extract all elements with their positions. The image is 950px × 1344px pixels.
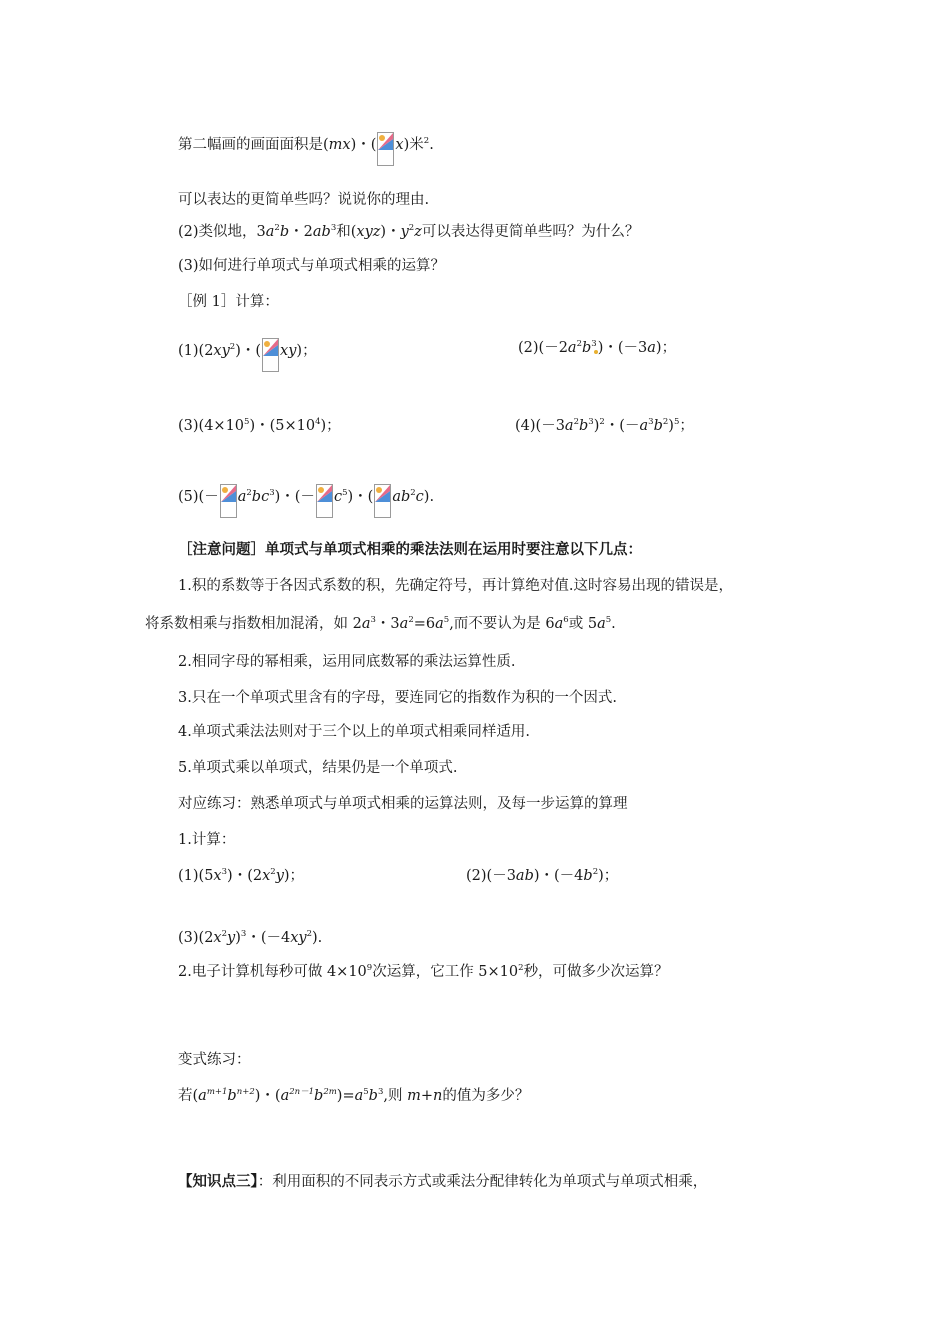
variant-heading: 变式练习： [178, 1052, 251, 1068]
example-heading: ［例 1］计算： [178, 294, 279, 310]
practice-2: 2.电子计算机每秒可做 $4\times 10^9$次运算，它工作 $5\times 10^2$秒，可做多少次运算？ [178, 963, 669, 980]
practice-1-1: $(1)(5x^3)$・$(2x^2y)$； [178, 867, 305, 884]
practice-1-2: (2)(－3ab)・$(-4b^2)$； [466, 867, 619, 884]
broken-formula-image-icon [220, 484, 237, 518]
example-4: $(4)(-3a^2b^3)^2$・$(-a^3b^2)^5$； [515, 417, 694, 434]
practice-1-3: $(3)(2x^2y)^3$・$(-4xy^2)$. [178, 929, 323, 946]
broken-formula-image-icon [262, 338, 279, 372]
broken-formula-image-icon [316, 484, 333, 518]
example-1: $(1)(2xy^2)$・( xy)； [178, 338, 317, 372]
example-5: (5)(－ $a^2bc^3$)・(－ $c^5$)・( $ab^2c$). [178, 484, 434, 518]
practice-heading: 对应练习：熟悉单项式与单项式相乘的运算法则，及每一步运算的算理 [178, 796, 628, 812]
knowledge-point-3: 【知识点三】：利用面积的不同表示方式或乘法分配律转化为单项式与单项式相乘， [178, 1173, 708, 1190]
text-line-area-expression: 第二幅画的画面面积是(mx)・( x)米$^2$. [178, 132, 434, 166]
text-line-how: (3)如何进行单项式与单项式相乘的运算？ [178, 258, 446, 274]
note-title: ［注意问题］单项式与单项式相乘的乘法法则在运用时要注意以下几点： [178, 541, 642, 558]
example-2: $(2)(-2a^2b^3)$・(－3a)； [518, 339, 677, 356]
note-1-continued: 将系数相乘与指数相加混淆，如 $2a^3$・$3a^2=6a^5$,而不要认为是 $6a^6$或 $5a^5$. [145, 615, 616, 632]
text-line-similar: (2)类似地，$3a^2b$・$2ab^3$和(xyz)・$y^2z$可以表达得更简单些吗？为什么？ [178, 223, 640, 240]
note-2: 2.相同字母的幂相乘，运用同底数幂的乘法运算性质. [178, 654, 516, 670]
broken-formula-image-icon [377, 132, 394, 166]
text-line-question: 可以表达的更简单些吗？说说你的理由. [178, 192, 430, 208]
note-5: 5.单项式乘以单项式，结果仍是一个单项式. [178, 760, 458, 776]
practice-1-heading: 1.计算： [178, 832, 236, 848]
example-3: $(3)(4\times 10^5)$・$(5\times 10^4)$； [178, 417, 341, 434]
variant-question: 若$(a^{m+1}b^{n+2})$・$(a^{2n-1}b^{2m})=a^5b^3$,则 m+n的值为多少？ [178, 1087, 530, 1104]
note-1: 1.积的系数等于各因式系数的积，先确定符号，再计算绝对值.这时容易出现的错误是， [178, 578, 733, 594]
broken-formula-image-icon [374, 484, 391, 518]
note-3: 3.只在一个单项式里含有的字母，要连同它的指数作为积的一个因式. [178, 690, 617, 706]
note-4: 4.单项式乘法法则对于三个以上的单项式相乘同样适用. [178, 724, 530, 740]
